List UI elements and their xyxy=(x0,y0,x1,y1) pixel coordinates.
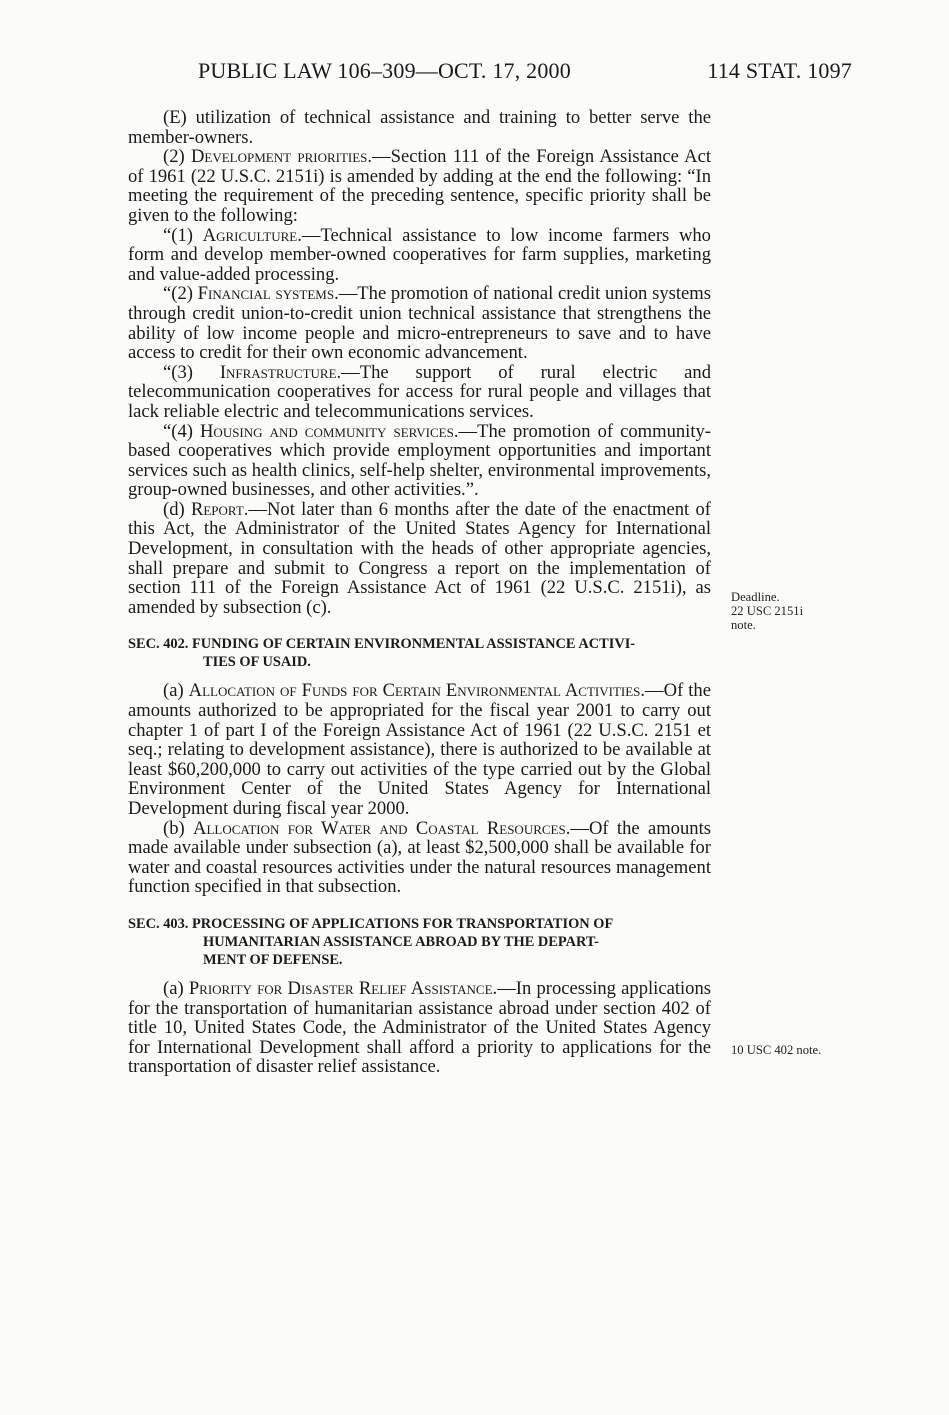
paragraph-disaster-relief: (a) Priority for Disaster Relief Assistance.—In processing applications for the transportation of humanitarian assistance abroad under section 402 of title 10, United States Code, the Administrator of the United States Agency for International Development shall afford a priority to applications for the transportation of disaster relief assistance. xyxy=(128,977,712,1078)
paragraph-allocation-of-funds: (a) Allocation of Funds for Certain Environmental Activities.—Of the amounts authorized to be appropriated for the fiscal year 2001 to carry out chapter 1 of part I of the Foreign Assistance Act of 1961 (22 U.S.C. 2151 et seq.; relating to development assistance), there is authorized to be available at least $60,200,000 to carry out activities of the type carried out by the Global Environment Center of the United States Agency for International Development during fiscal year 2000. xyxy=(128,680,711,819)
margin-note-10-usc: 10 USC 402 note. xyxy=(731,1043,822,1057)
header-stat-page: 114 STAT. 1097 xyxy=(707,58,852,83)
paragraph-agriculture: “(1) Agriculture.—Technical assistance to low income farmers who form and develop member-owned cooperatives for farm supplies, marketing and value-added processing. xyxy=(128,224,711,285)
section-402-heading: SEC. 402. FUNDING OF CERTAIN ENVIRONMENTAL ASSISTANCE ACTIVI- TIES OF USAID. xyxy=(128,636,636,671)
paragraph-report: (d) Report.—Not later than 6 months after the date of the enactment of this Act, the Administrator of the United States Agency for International Development, in consultation with the heads of other appropriate agencies, shall prepare and submit to Congress a report on the implementation of section 111 of the Foreign Assistance Act of 1961 (22 U.S.C. 2151i), as amended by subsection (c). xyxy=(128,498,711,618)
paragraph-financial-systems: “(2) Financial systems.—The promotion of national credit union systems through credit union-to-credit union technical assistance that strengthens the ability of low income people and micro-entrepreneurs to save and to have access to credit for their own economic advancement. xyxy=(128,283,711,364)
page-header xyxy=(198,58,852,88)
paragraph-housing: “(4) Housing and community services.—The promotion of community-based cooperatives which provide employment opportunities and important services such as health clinics, self-help shelter, environmental improvements, group-owned businesses, and other activities.”. xyxy=(128,420,712,501)
paragraph-development-priorities: (2) Development priorities.—Section 111 of the Foreign Assistance Act of 1961 (22 U.S.C. 2151i) is amended by adding at the end the following: “In meeting the requirement of the preceding sentence, specific priority shall be given to the following: xyxy=(128,146,711,226)
margin-note-deadline: Deadline. 22 USC 2151i note. xyxy=(731,590,804,632)
header-law-citation: PUBLIC LAW 106–309—OCT. 17, 2000 xyxy=(198,58,571,83)
section-403-heading: SEC. 403. PROCESSING OF APPLICATIONS FOR TRANSPORTATION OF HUMANITARIAN ASSISTANCE ABROAD BY THE DEPART- MENT OF DEFENSE. xyxy=(128,915,614,968)
paragraph-water-coastal: (b) Allocation for Water and Coastal Resources.—Of the amounts made available under subsection (a), at least $2,500,000 shall be available for water and coastal resources activities under the natural resources management function specified in that subsection. xyxy=(128,817,711,898)
paragraph-infrastructure: “(3) Infrastructure.—The support of rural electric and telecommunication cooperatives for access for rural people and villages that lack reliable electric and telecommunications services. xyxy=(128,361,711,422)
document-body xyxy=(128,108,711,1077)
paragraph-e: (E) utilization of technical assistance and training to better serve the member-owners. xyxy=(128,107,711,148)
